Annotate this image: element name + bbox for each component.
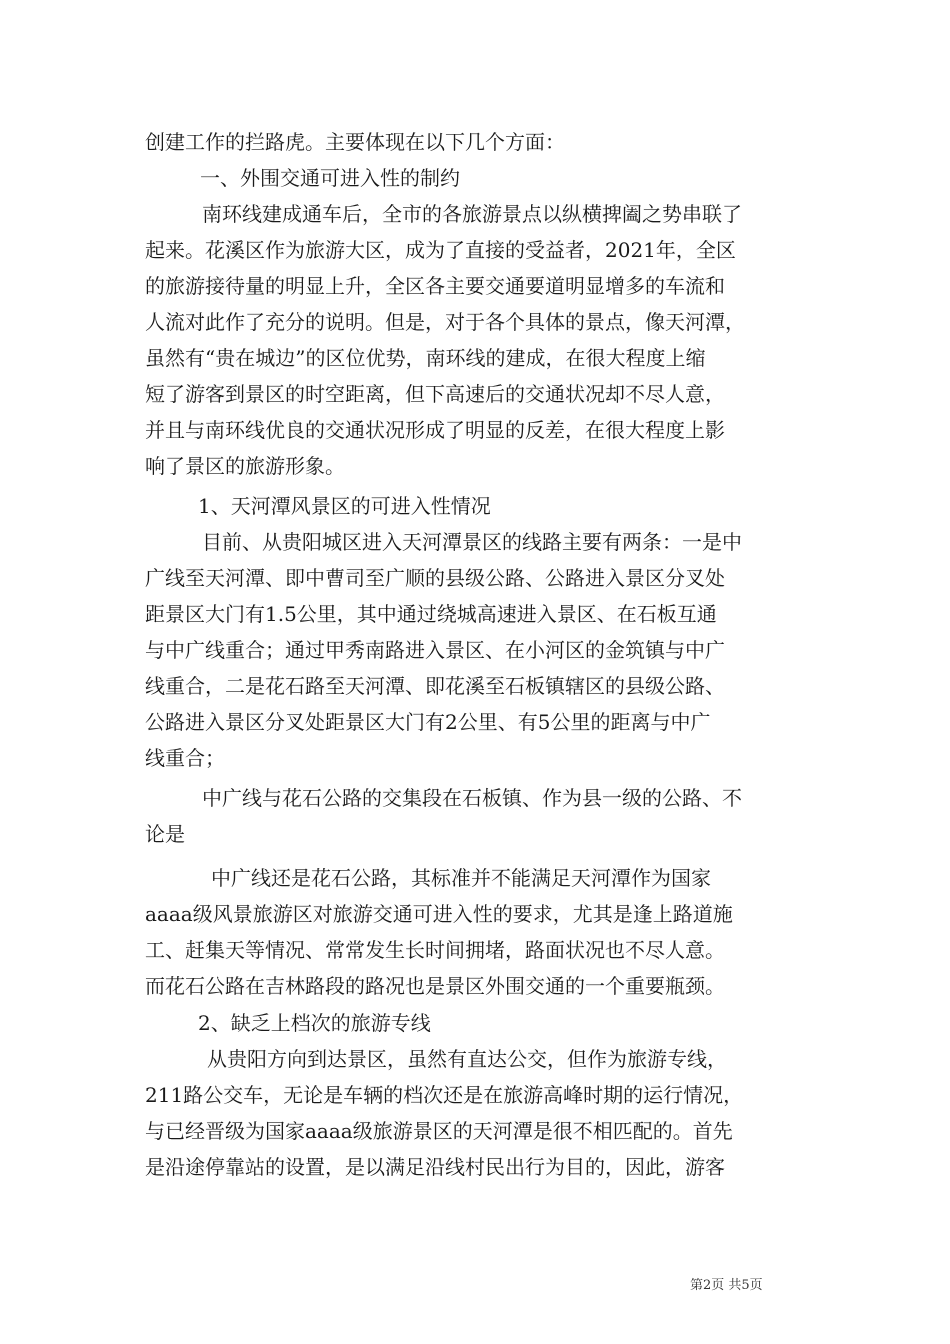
- text-line: 的旅游接待量的明显上升，全区各主要交通要道明显增多的车流和: [145, 274, 725, 298]
- text-line: 距景区大门有1.5公里，其中通过绕城高速进入景区、在石板互通: [145, 602, 717, 626]
- text-line: 中广线与花石公路的交集段在石板镇、作为县一级的公路、不: [202, 786, 742, 810]
- text-line: 论是: [145, 822, 185, 846]
- text-line: 与中广线重合；通过甲秀南路进入景区、在小河区的金筑镇与中广: [145, 638, 725, 662]
- text-line: 211路公交车，无论是车辆的档次还是在旅游高峰时期的运行情况，: [145, 1083, 744, 1107]
- paragraph-intro: [145, 124, 805, 160]
- heading-subsection-2: [198, 1005, 858, 1041]
- text-line: 短了游客到景区的时空距离，但下高速后的交通状况却不尽人意，: [145, 382, 725, 406]
- paragraph-intersection: [145, 780, 805, 852]
- paragraph-routes: [145, 524, 805, 776]
- text-line: 与已经晋级为国家aaaa级旅游景区的天河潭是很不相匹配的。首先: [145, 1119, 733, 1143]
- text-line: 人流对此作了充分的说明。但是，对于各个具体的景点，像天河潭，: [145, 310, 745, 334]
- text-line: 中广线还是花石公路，其标准并不能满足天河潭作为国家: [211, 866, 711, 890]
- heading-subsection-1: [198, 488, 858, 524]
- text-line: 而花石公路在吉林路段的路况也是景区外围交通的一个重要瓶颈。: [145, 974, 725, 998]
- text-line: 线重合；: [145, 746, 225, 770]
- text-line: 公路进入景区分叉处距景区大门有2公里、有5公里的距离与中广: [145, 710, 711, 734]
- text-line: 1、天河潭风景区的可进入性情况: [198, 494, 491, 518]
- text-line: 广线至天河潭、即中曹司至广顺的县级公路、公路进入景区分叉处: [145, 566, 725, 590]
- text-line: 工、赶集天等情况、常常发生长时间拥堵，路面状况也不尽人意。: [145, 938, 725, 962]
- text-line: 并且与南环线优良的交通状况形成了明显的反差，在很大程度上影: [145, 418, 725, 442]
- text-line: 从贵阳方向到达景区，虽然有直达公交，但作为旅游专线，: [207, 1047, 727, 1071]
- text-line: 创建工作的拦路虎。主要体现在以下几个方面：: [145, 130, 565, 154]
- text-line: 起来。花溪区作为旅游大区，成为了直接的受益者，2021年，全区: [145, 238, 736, 262]
- text-line: 虽然有“贵在城边”的区位优势，南环线的建成，在很大程度上缩: [145, 346, 706, 370]
- page-number: 第2页 共5页: [690, 1278, 763, 1293]
- text-line: 目前、从贵阳城区进入天河潭景区的线路主要有两条：一是中: [202, 530, 742, 554]
- text-line: 一、外围交通可进入性的制约: [200, 166, 460, 190]
- paragraph-bus-line: [145, 1041, 805, 1185]
- paragraph-road-standard: [145, 860, 805, 1004]
- heading-section-1: [200, 160, 860, 196]
- paragraph-southern-ring: [145, 196, 805, 484]
- text-line: 2、缺乏上档次的旅游专线: [198, 1011, 431, 1035]
- text-line: 响了景区的旅游形象。: [145, 454, 345, 478]
- text-line: 线重合，二是花石路至天河潭、即花溪至石板镇辖区的县级公路、: [145, 674, 725, 698]
- text-line: 南环线建成通车后，全市的各旅游景点以纵横捭阖之势串联了: [202, 202, 742, 226]
- text-line: 是沿途停靠站的设置，是以满足沿线村民出行为目的，因此，游客: [145, 1155, 725, 1179]
- text-line: aaaa级风景旅游区对旅游交通可进入性的要求，尤其是逢上路道施: [145, 902, 733, 926]
